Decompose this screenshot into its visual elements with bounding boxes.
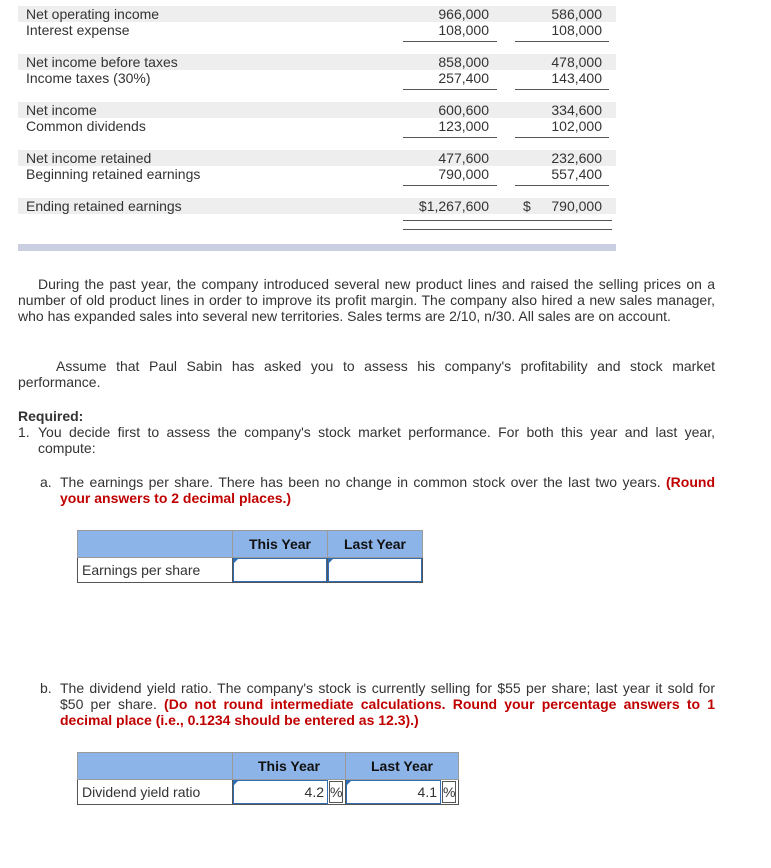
last-year-value: 232,600 bbox=[551, 150, 602, 166]
row-label: Common dividends bbox=[26, 118, 146, 134]
eps-this-year-input[interactable] bbox=[233, 558, 327, 582]
percent-symbol: % bbox=[442, 781, 456, 803]
underline bbox=[515, 89, 609, 90]
eps-last-year-cell bbox=[328, 558, 423, 583]
part-a-letter: a. bbox=[40, 474, 52, 490]
row-label: Net income before taxes bbox=[26, 54, 178, 70]
double-underline-top bbox=[403, 220, 612, 221]
dividend-row-label: Dividend yield ratio bbox=[78, 780, 233, 805]
last-year-value: 478,000 bbox=[551, 54, 602, 70]
part-a-question: The earnings per share. There has been no change in common stock over the last two years. bbox=[60, 474, 661, 490]
eps-table bbox=[77, 530, 423, 583]
underline bbox=[515, 185, 609, 186]
underline bbox=[403, 41, 497, 42]
this-year-value: 123,000 bbox=[438, 118, 489, 134]
this-year-value: 600,600 bbox=[438, 102, 489, 118]
underline bbox=[403, 89, 497, 90]
dividend-this-year-input[interactable] bbox=[233, 780, 328, 804]
row-label: Net income bbox=[26, 102, 97, 118]
last-year-value: 790,000 bbox=[551, 198, 602, 214]
dividend-last-year-input[interactable] bbox=[346, 780, 441, 804]
underline bbox=[403, 137, 497, 138]
q1-text: You decide first to assess the company's stock market performance. For both this year and last year, compute: bbox=[38, 424, 715, 456]
header-blank bbox=[78, 531, 233, 558]
input-flag-icon bbox=[328, 558, 334, 564]
statement-row bbox=[18, 150, 616, 166]
row-label: Beginning retained earnings bbox=[26, 166, 201, 182]
header-blank bbox=[78, 753, 233, 780]
statement-row bbox=[18, 22, 616, 38]
underline bbox=[515, 137, 609, 138]
q1-number: 1. bbox=[18, 424, 30, 440]
row-label: Ending retained earnings bbox=[26, 198, 182, 214]
input-flag-icon bbox=[346, 780, 352, 786]
row-label: Net operating income bbox=[26, 6, 160, 22]
background-paragraph: During the past year, the company introduced several new product lines and raised the selling prices on a number of old product lines in order to improve its profit margin. The company also hired a new sales manager, who has expanded sales into several new territories. Sales terms are 2/10, n/30. All sales are on account. bbox=[18, 276, 715, 324]
last-year-value: 108,000 bbox=[551, 22, 602, 38]
input-flag-icon bbox=[233, 558, 239, 564]
this-year-value: $1,267,600 bbox=[418, 198, 489, 214]
this-year-value: 257,400 bbox=[438, 70, 489, 86]
part-a-instruction: (Round your answers to 2 decimal places.) bbox=[60, 474, 715, 506]
this-year-value: 477,600 bbox=[438, 150, 489, 166]
last-year-value: 557,400 bbox=[551, 166, 602, 182]
eps-this-year-cell bbox=[233, 558, 328, 583]
statement-row bbox=[18, 6, 616, 22]
this-year-value: 790,000 bbox=[438, 166, 489, 182]
part-b-letter: b. bbox=[40, 680, 52, 696]
last-year-value: 586,000 bbox=[551, 6, 602, 22]
header-last-year: Last Year bbox=[346, 753, 459, 780]
this-year-value: 858,000 bbox=[438, 54, 489, 70]
section-separator bbox=[18, 244, 616, 251]
part-b-text bbox=[60, 680, 715, 728]
last-year-value: 102,000 bbox=[551, 118, 602, 134]
last-year-value: 143,400 bbox=[551, 70, 602, 86]
header-this-year: This Year bbox=[233, 531, 328, 558]
statement-row bbox=[18, 70, 616, 86]
statement-row bbox=[18, 118, 616, 134]
statement-row bbox=[18, 166, 616, 182]
eps-row-label: Earnings per share bbox=[78, 558, 233, 583]
assume-paragraph: Assume that Paul Sabin has asked you to assess his company's profitability and stock market performance. bbox=[18, 358, 715, 390]
percent-symbol: % bbox=[329, 781, 343, 803]
row-label: Interest expense bbox=[26, 22, 130, 38]
statement-row bbox=[18, 102, 616, 118]
input-flag-icon bbox=[233, 780, 239, 786]
double-underline-bottom bbox=[403, 229, 612, 230]
underline bbox=[515, 41, 609, 42]
part-a-text bbox=[60, 474, 715, 506]
header-last-year: Last Year bbox=[328, 531, 423, 558]
part-b-question: The dividend yield ratio. The company's stock is currently selling for $55 per share; last year it sold for $50 per share. bbox=[60, 680, 715, 712]
dividend-yield-table bbox=[77, 752, 459, 805]
currency-symbol: $ bbox=[523, 198, 531, 214]
required-heading: Required: bbox=[18, 408, 84, 424]
eps-last-year-input[interactable] bbox=[328, 558, 422, 582]
header-this-year: This Year bbox=[233, 753, 346, 780]
last-year-value: 334,600 bbox=[551, 102, 602, 118]
this-year-value: 966,000 bbox=[438, 6, 489, 22]
row-label: Income taxes (30%) bbox=[26, 70, 151, 86]
row-label: Net income retained bbox=[26, 150, 152, 166]
statement-row-total bbox=[18, 198, 616, 214]
underline bbox=[403, 185, 497, 186]
dividend-last-year-cell bbox=[346, 780, 459, 805]
part-b-instruction: (Do not round intermediate calculations. Round your percentage answers to 1 decimal place (i.e., 0.1234 should be entered as 12.3).) bbox=[60, 696, 715, 728]
dividend-this-year-cell bbox=[233, 780, 346, 805]
this-year-value: 108,000 bbox=[438, 22, 489, 38]
statement-row bbox=[18, 54, 616, 70]
